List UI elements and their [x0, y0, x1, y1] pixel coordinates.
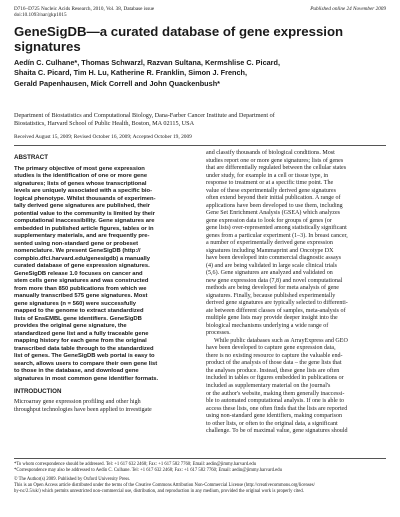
text-line: or the author's website, making them generally inaccessi-	[206, 390, 345, 397]
text-line: ble to automated computational analysis. If one is able to	[206, 398, 345, 405]
author-line: Aedín C. Culhane*, Thomas Schwarzl, Razvan Sultana, Kermshlise C. Picard,	[14, 58, 281, 67]
text-line: a number of experimentally derived gene expression	[206, 240, 333, 247]
text-line: multiple gene lists may provide deeper insight into the	[206, 315, 338, 322]
text-line: transcribed data table through to the standardized	[14, 345, 154, 352]
introduction-heading: INTRODUCTION	[14, 388, 62, 396]
journal-line: D716–D725 Nucleic Acids Research, 2010, Vol. 38, Database issue	[14, 6, 155, 12]
correspondence-note: *To whom correspondence should be addressed. Tel: +1 617 632 2468; Fax: +1 617 582 7760; Email: aedin@jimmy.harvard.edu	[14, 462, 257, 467]
text-line: curated database of gene expression signatures.	[14, 263, 150, 270]
text-line: new gene expression data (7,8) and novel computational	[206, 277, 343, 284]
introduction-body	[14, 399, 194, 414]
footnote-divider	[14, 458, 386, 459]
text-line: lists of EnsEMBL gene identifiers. GeneSigDB	[14, 315, 142, 322]
abstract-heading: ABSTRACT	[14, 154, 49, 161]
affiliation-line: Department of Biostatistics and Computational Biology, Dana-Farber Cancer Institute and Department of	[14, 112, 275, 119]
text-line: included in tables or figures embedded in publications or	[206, 375, 344, 382]
text-line: potential value to the community is limited by their	[14, 210, 155, 217]
text-line: processes.	[206, 330, 231, 337]
text-line: compbio.dfci.harvard.edu/genesigdb) a manually	[14, 255, 151, 262]
text-line: under study, for example in a cell or tissue type, in	[206, 172, 329, 179]
correspondence-note: *Correspondence may also be addressed to Aedín C. Culhane. Tel: +1 617 632 2468; Fax: +1 617 582 7760; Email: aedin@jimmy.harvard.edu	[14, 467, 282, 473]
text-line: product of the analysis of those data – the gene lists that	[206, 360, 342, 367]
text-line: studies report one or more gene signatures; lists of genes	[206, 157, 344, 164]
text-line: gene expression data to look for groups of genes (or	[206, 217, 332, 224]
text-line: have been developed into commercial diagnostic assays	[206, 255, 342, 262]
text-line: throughput technologies have been applied to investigate	[14, 406, 152, 413]
text-line: there is no existing resource to capture the valuable end-	[206, 352, 343, 359]
journal-citation	[14, 6, 154, 19]
text-line: (4) and are being validated in large scale clinical trials	[206, 262, 338, 269]
body-paragraph	[206, 150, 386, 338]
text-line: challenge. To be of maximal value, gene signatures should	[206, 428, 348, 435]
author-line: Shaita C. Picard, Tim H. Lu, Katherine R. Franklin, Simon J. French,	[14, 68, 248, 78]
journal-header	[14, 6, 386, 20]
text-line: and classify thousands of biological conditions. Most	[206, 150, 335, 156]
text-line: value of these experimentally derived gene signatures	[206, 187, 336, 194]
affiliation-line: Biostatistics, Harvard School of Public Health, Boston, MA 02115, USA	[14, 119, 195, 127]
text-line: gene lists) over-represented among statistically significant	[206, 225, 347, 232]
text-line: The primary objective of most gene expression	[14, 165, 145, 172]
author-list	[14, 58, 386, 89]
text-line: levels are uniquely associated with a specific bio-	[14, 188, 153, 195]
text-line: provides the original gene signature, the	[14, 323, 127, 330]
text-line: embedded in published article figures, tables or in	[14, 225, 154, 232]
text-line: using non-standard gene identifiers, making comparison	[206, 413, 343, 420]
text-line: often extend beyond their initial publication. A range of	[206, 195, 341, 202]
text-line: biological mechanisms underlying a wide range of	[206, 322, 329, 329]
text-line: studies is the identification of one or more gene	[14, 173, 148, 180]
footnotes	[14, 458, 386, 495]
text-line: from more than 850 publications from which we	[14, 285, 147, 292]
text-line: the analyses produce. Instead, these gene lists are often	[206, 367, 340, 374]
text-line: While public databases such as ArrayExpress and GEO	[214, 337, 348, 344]
text-line: stem cells gene signatures and was constructed	[14, 278, 149, 285]
text-line: have been developed to capture gene expression data,	[206, 345, 336, 352]
body-paragraph	[206, 338, 386, 436]
left-column	[14, 150, 194, 414]
header-divider	[14, 145, 386, 146]
text-line: that are differentially regulated between the cellular states	[206, 165, 347, 172]
text-line: GeneSigDB release 1.0 focuses on cancer and	[14, 270, 143, 277]
text-line: Gene Set Enrichment Analysis (GSEA) which analyzes	[206, 210, 341, 217]
text-line: derived gene signatures are typically selected to differenti-	[206, 300, 348, 307]
doi[interactable]: doi:10.1093/nar/gkp1015	[14, 12, 67, 19]
published-date: Published online 24 November 2009	[310, 6, 386, 12]
received-dates: Received August 15, 2009; Revised October 16, 2009; Accepted October 19, 2009	[14, 134, 192, 140]
text-line: tally derived gene signatures are published, their	[14, 203, 151, 210]
text-line: manually transcribed 575 gene signatures. Most	[14, 293, 148, 300]
text-line: supplementary materials, and are frequently pre-	[14, 233, 150, 240]
text-line: to those in the database, and download gene	[14, 368, 139, 375]
text-line: logical phenotype. Whilst thousands of experimen-	[14, 195, 156, 202]
text-line: signatures in most common gene identifier formats.	[14, 375, 159, 382]
text-line: included as supplementary material on the journal's	[206, 382, 331, 389]
license-line: This is an Open Access article distributed under the terms of the Creative Commons Attribution Non-Commercial License (http://creativecommons.org/licenses/	[14, 482, 315, 488]
text-line: mapped to the genome to extract standardized	[14, 308, 144, 315]
text-line: methods are being developed for meta analysis of gene	[206, 285, 339, 292]
license-line: by-nc/2.5/uk/) which permits unrestricted non-commercial use, distribution, and reproduction in any medium, provided the original work is properly cited.	[14, 488, 304, 494]
text-line: access these lists, one often finds that the lists are reported	[206, 405, 348, 412]
affiliation	[14, 112, 386, 127]
text-line: mapping history for each gene from the original	[14, 338, 147, 345]
paper-title: GeneSigDB—a curated database of gene expression signatures	[14, 24, 344, 54]
text-line: Microarray gene expression profiling and other high	[14, 398, 141, 405]
right-column	[206, 150, 386, 436]
abstract-body	[14, 166, 194, 384]
text-line: nomenclature. We present GeneSigDB (http://	[14, 248, 141, 255]
text-line: applications have been developed to use them, including	[206, 202, 343, 209]
text-line: to other lists, or often to the original data, a significant	[206, 420, 338, 427]
text-line: genes from a particular experiment (1–3). In breast cancer,	[206, 232, 348, 239]
text-line: sented using non-standard gene or probeset	[14, 240, 139, 247]
text-line: ate between different classes of samples, meta-analysis of	[206, 307, 346, 314]
text-line: signatures. Finally, because published experimentally	[206, 292, 336, 299]
text-line: response to treatment or at a specific time point. The	[206, 180, 334, 187]
copyright-line: © The Author(s) 2009. Published by Oxford University Press.	[14, 476, 131, 482]
text-line: gene signatures (n = 560) were successfully	[14, 300, 136, 307]
text-line: (5,6). Gene signatures are analyzed and validated on	[206, 270, 333, 277]
text-line: standardized gene list and a fully traceable gene	[14, 330, 149, 337]
text-line: computational inaccessibility. Gene signatures are	[14, 218, 155, 225]
author-line: Gerald Papenhausen, Mick Correll and John Quackenbush*	[14, 78, 220, 88]
text-line: signatures including Mammaprint and Oncotype DX	[206, 247, 334, 254]
text-line: search, allows users to compare their own gene list	[14, 360, 158, 367]
text-line: list of genes. The GeneSigDB web portal is easy to	[14, 353, 155, 360]
text-line: signatures; lists of genes whose transcriptional	[14, 180, 147, 187]
